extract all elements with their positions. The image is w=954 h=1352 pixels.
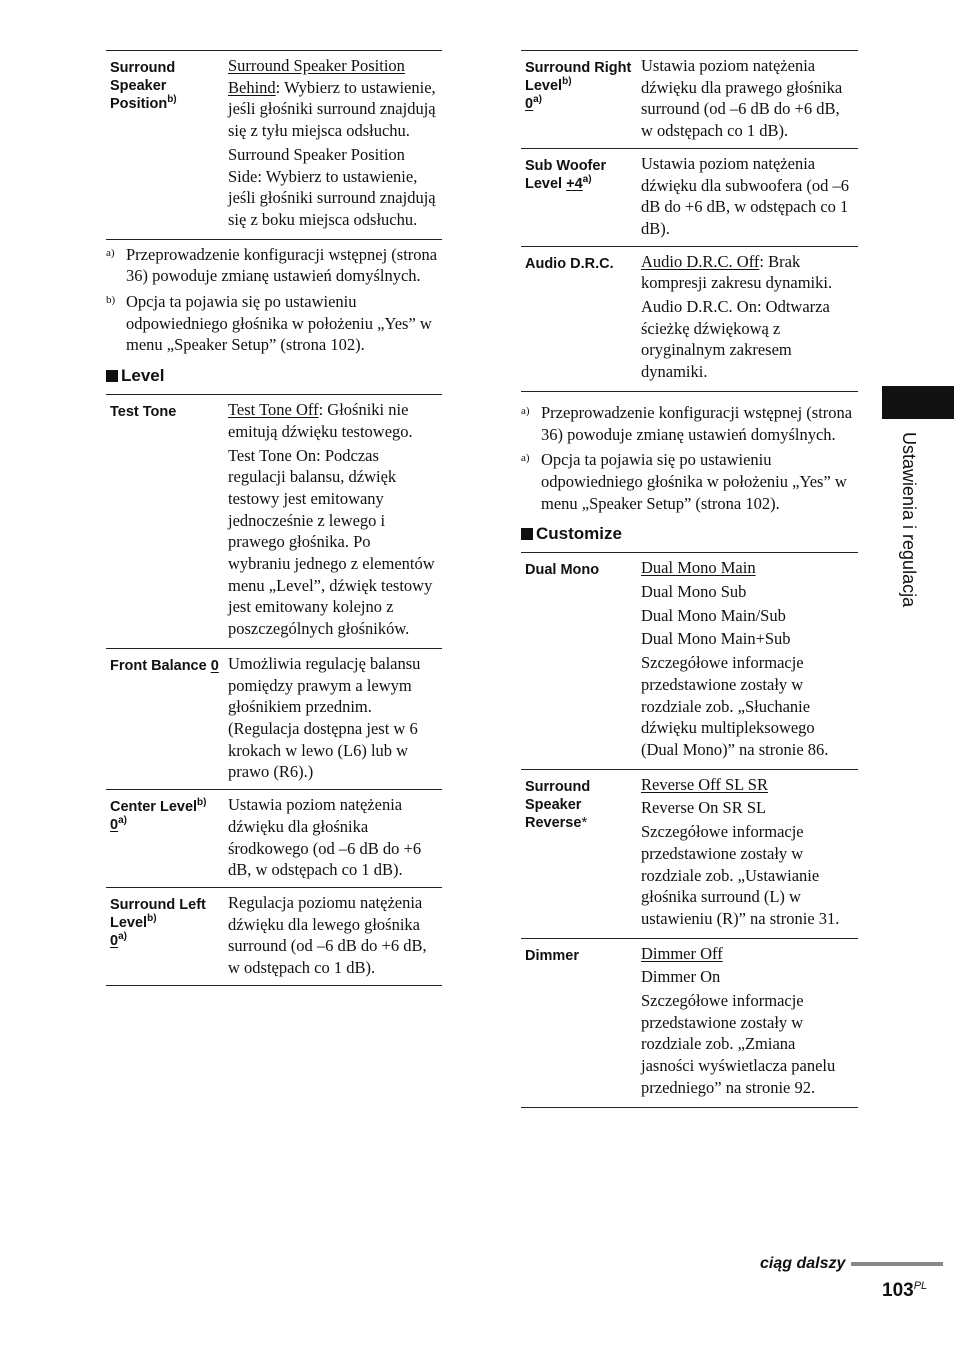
default-value: 0 — [525, 96, 534, 112]
option-text: Dimmer On — [641, 967, 721, 987]
default-value: Test Tone Off — [228, 400, 319, 420]
option-text: Dual Mono Main+Sub — [641, 629, 791, 649]
footnote: a) Przeprowadzenie konfiguracji wstępnej (strona 36) powoduje zmianę ustawień domyślnych. — [521, 402, 853, 444]
setting-row — [521, 148, 858, 246]
side-section-title: Ustawienia i regulacja — [899, 432, 919, 608]
level-table — [106, 394, 442, 986]
option-text: Audio D.R.C. On: Odtwarza ścieżkę dźwiękową z oryginalnym zakresem dynamiki. — [641, 297, 830, 382]
setting-label: Dimmer — [525, 947, 579, 964]
setting-label: Front Balance 0 — [110, 657, 219, 674]
default-value: 0 — [110, 817, 119, 834]
default-value: 0 — [210, 657, 219, 674]
default-value: Dimmer Off — [641, 943, 723, 963]
square-bullet-icon — [521, 528, 533, 540]
option-text: Dual Mono Sub — [641, 582, 747, 602]
setting-description — [641, 938, 858, 1107]
left-column — [106, 50, 442, 986]
setting-label: Surround Speaker Position$^{b)}$ — [110, 60, 177, 112]
option-text: Dual Mono Main/Sub — [641, 605, 786, 625]
option-text: Szczegółowe informacje przedstawione zostały w rozdziale zob. „Słuchanie dźwięku multipleksowego (Dual Mono)” na stronie 86. — [641, 653, 829, 759]
section-heading-level: Level — [106, 366, 442, 386]
default-value: Reverse Off SL SR — [641, 774, 768, 794]
setting-row — [521, 553, 858, 769]
setting-description — [641, 769, 858, 938]
setting-label: Surround Right Level$^{b)}$ 0$^{a)}$ — [525, 60, 632, 112]
default-value: Audio D.R.C. Off — [641, 251, 760, 271]
option-text: Surround Speaker Position Side: Wybierz to ustawienie, jeśli głośniki surround znajdują się z boku miejsca odsłuchu. — [228, 144, 436, 229]
setting-row — [521, 51, 858, 149]
setting-row — [521, 246, 858, 391]
footnote: b) Opcja ta pojawia się po ustawieniu odpowiedniego głośnika w położeniu „Yes” w menu „Speaker Setup” (strona 102). — [106, 292, 432, 355]
default-value: Dual Mono Main — [641, 558, 756, 578]
setting-row — [521, 769, 858, 938]
setting-description: Ustawia poziom natężenia dźwięku dla prawego głośnika surround (od –6 dB do +6 dB, w odstępach co 1 dB). — [641, 56, 843, 141]
footnote: a) Przeprowadzenie konfiguracji wstępnej (strona 36) powoduje zmianę ustawień domyślnych. — [106, 244, 438, 286]
setting-description: Umożliwia regulację balansu pomiędzy prawym a lewym głośnikiem przednim. (Regulacja dostępna jest w 6 krokach w lewo (L6) lub w prawo (R6).) — [228, 653, 421, 782]
setting-label: Test Tone — [110, 404, 177, 421]
setting-description: Regulacja poziomu natężenia dźwięku dla lewego głośnika surround (od –6 dB do +6 dB, w odstępach co 1 dB). — [228, 892, 427, 978]
setting-row — [521, 938, 858, 1107]
setting-description: Test Tone Off: Głośniki nie emitują dźwięku testowego. Test Tone On: Podczas regulacji balansu, dźwięk testowy jest emitowany jednocześnie z lewego i prawego głośnika. Po wybraniu jednego z elementów menu „Level”, dźwięk testowy jest emitowany kolejno z poszczególnych głośników. — [228, 400, 435, 639]
setting-description — [641, 553, 858, 769]
option-text: Reverse On SR SL — [641, 798, 767, 818]
section-tab-marker — [882, 386, 954, 419]
default-value: Surround Speaker Position Behind — [228, 56, 405, 97]
setting-label: Surround Left Level$^{b)}$ 0$^{a)}$ — [110, 896, 206, 949]
customize-table — [521, 552, 858, 1107]
setting-description: Surround Speaker Position Behind: Wybierz to ustawienie, jeśli głośniki surround znajdują się z tyłu miejsca odsłuchu. Surround Speaker Position Side: Wybierz to ustawienie, jeśli głośniki surround znajdują się z boku miejsca odsłuchu. — [228, 56, 436, 229]
setting-label: Dual Mono — [525, 562, 600, 579]
setting-row — [106, 887, 442, 985]
continued-bar — [851, 1262, 943, 1266]
right-column — [521, 50, 858, 1108]
setting-row — [106, 790, 442, 888]
level-table-continued — [521, 50, 858, 392]
setting-description: Ustawia poziom natężenia dźwięku dla głośnika środkowego (od –6 dB do +6 dB, w odstępach co 1 dB). — [228, 795, 422, 880]
setting-row — [106, 51, 442, 240]
continued-indicator: ciąg dalszy — [760, 1255, 943, 1273]
square-bullet-icon — [106, 370, 118, 382]
setting-description: Ustawia poziom natężenia dźwięku dla subwoofera (od –6 dB do +6 dB, w odstępach co 1 dB). — [641, 153, 850, 238]
footnote: a) Opcja ta pojawia się po ustawieniu odpowiedniego głośnika w położeniu „Yes” w menu „Speaker Setup” (strona 102). — [521, 450, 847, 513]
setting-label: Audio D.R.C. — [525, 255, 614, 272]
speaker-position-table — [106, 50, 442, 240]
option-text: Szczegółowe informacje przedstawione zostały w rozdziale zob. „Zmiana jasności wyświetlacza panelu przedniego” na stronie 92. — [641, 991, 836, 1097]
setting-row — [106, 395, 442, 649]
option-text: Szczegółowe informacje przedstawione zostały w rozdziale zob. „Ustawianie głośnika surround (L) w ustawieniu (R)” na stronie 31. — [641, 822, 840, 928]
default-value: 0 — [110, 932, 119, 949]
option-text: Test Tone On: Podczas regulacji balansu, dźwięk testowy jest emitowany jednocześnie z lewego i prawego głośnika. Po wybraniu jednego z elementów menu „Level”, dźwięk testowy jest emitowany kolejno z poszczególnych głośników. — [228, 445, 435, 639]
setting-description: Audio D.R.C. Off: Brak kompresji zakresu dynamiki. Audio D.R.C. On: Odtwarza ścieżkę dźwiękową z oryginalnym zakresem dynamiki. — [641, 246, 858, 391]
setting-label: Surround Speaker Reverse* — [525, 778, 591, 831]
setting-row — [106, 648, 442, 789]
page-number: $103^{PL}$ — [882, 1280, 928, 1301]
setting-label: Center Level$^{b)}$ 0$^{a)}$ — [110, 797, 207, 834]
section-heading-customize: Customize — [521, 524, 858, 544]
default-value: +4 — [566, 175, 583, 192]
setting-label: Sub Woofer Level $+4^{a)}$ — [525, 157, 607, 192]
